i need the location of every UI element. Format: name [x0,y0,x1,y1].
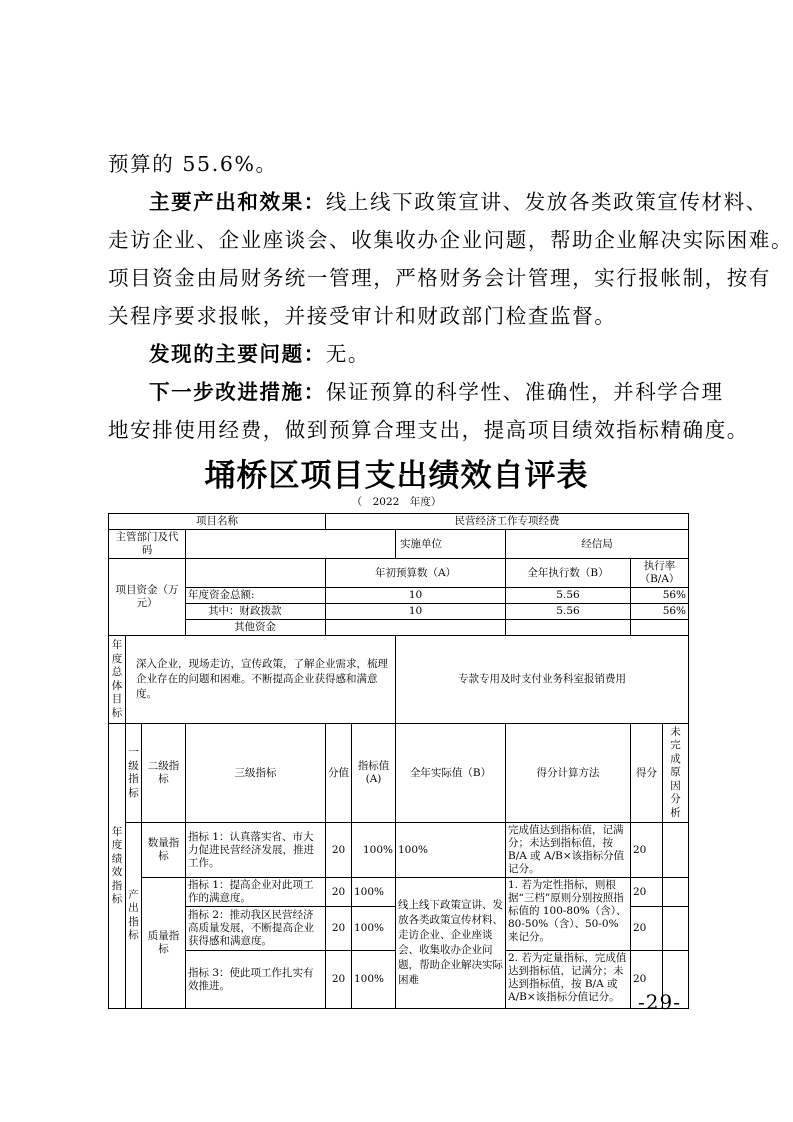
paragraph-improvements [108,373,749,449]
form-title: 埇桥区项目支出绩效自评表 [204,458,589,494]
table-row [109,636,689,724]
ind1-target: 100% [352,823,396,878]
ind3-score: 20 [631,907,663,951]
table-row [109,530,689,559]
outputs-text-line4: 关程序要求报帐，并接受审计和财政部门检查监督。 [108,304,617,328]
ind4-weight: 20 [326,951,352,1009]
level2-header: 二级指标 [142,724,186,823]
ind1-weight: 20 [326,823,352,878]
ind1-actual: 100% [396,823,506,878]
row-fiscal-label: 其中：财政拨款 [186,604,326,620]
row-other-budget [326,620,506,636]
table-row [109,588,689,604]
outputs-text-line3: 项目资金由局财务统一管理，严格财务会计管理，实行报帐制，按有 [108,266,771,290]
outputs-text-line2: 走访企业、企业座谈会、收集收办企业问题，帮助企业解决实际困难。 [108,228,793,252]
annual-goal-label: 年度总体目标 [111,639,123,719]
outputs-text-line1: 线上线下政策宣讲、发放各类政策宣传材料、 [325,190,768,214]
row-other-rate [631,620,689,636]
table-row [109,620,689,636]
paragraph-outputs [108,183,793,335]
problems-heading: 发现的主要问题： [149,342,326,366]
ind1-name: 指标 1：认真落实省、市大力促进民营经济发展，推进工作。 [186,823,326,878]
row-total-exec: 5.56 [506,588,631,604]
ind4-target: 100% [352,951,396,1009]
ind2-weight: 20 [326,878,352,907]
col-exec-header: 全年执行数（B） [506,559,631,588]
problems-text: 无。 [325,342,371,366]
level1-header: 一级指标 [128,746,139,799]
project-name-value: 民营经济工作专项经费 [326,514,689,530]
quality-label: 质量指标 [142,878,186,1009]
ind2-reason [663,878,689,907]
dept-label: 主管部门及代码 [109,530,186,559]
ind1-reason [663,823,689,878]
row-other-label: 其他资金 [186,620,326,636]
row-other-exec [506,620,631,636]
col-budget-header: 年初预算数（A） [326,559,506,588]
budget-ratio-text: 预算的 55.6%。 [108,152,278,176]
reason-header: 未完成原因分析 [670,725,681,819]
performance-self-evaluation-table [108,513,689,1009]
row-fiscal-rate: 56% [631,604,689,620]
paragraph-budget-ratio [108,145,693,183]
ind2-target: 100% [352,878,396,907]
improvements-heading: 下一步改进措施： [149,380,326,404]
ind4-score: 20 [631,951,663,1009]
actual-header: 全年实际值（B） [396,724,506,823]
impl-unit-value: 经信局 [506,530,689,559]
funds-label: 项目资金（万元） [109,559,186,636]
table-row [109,604,689,620]
score-header: 得分 [631,724,663,823]
table-row [109,823,689,878]
row-fiscal-exec: 5.56 [506,604,631,620]
ind3-target: 100% [352,907,396,951]
outputs-heading: 主要产出和效果： [149,190,326,214]
level3-header: 三级指标 [186,724,326,823]
impl-unit-label: 实施单位 [396,530,506,559]
quality-method-1: 1. 若为定性指标，则根据“三档”原则分别按照指标值的 100-80%（含）、80-50%（含）、50-0%来记分。 [506,878,631,951]
row-fiscal-budget: 10 [326,604,506,620]
ind2-score: 20 [631,878,663,907]
funds-header-blank [186,559,326,588]
reason-header-cell [663,724,689,823]
row-total-budget: 10 [326,588,506,604]
page-number: -29- [638,990,681,1014]
indicators-label: 年度绩效指标 [111,825,123,905]
dept-value [186,530,396,559]
project-name-label: 项目名称 [109,514,326,530]
output-label: 产出指标 [128,888,139,941]
method-header: 得分计算方法 [506,724,631,823]
indicators-label-cell [109,724,126,1009]
ind2-name: 指标 1：提高企业对此项工作的满意度。 [186,878,326,907]
ind3-name: 指标 2：推动我区民营经济高质量发展，不断提高企业获得感和满意度。 [186,907,326,951]
annual-goal-plan: 深入企业，现场走访，宣传政策，了解企业需求，梳理企业存在的问题和困难。不断提高企业获得感和满意度。 [126,636,396,724]
row-total-rate: 56% [631,588,689,604]
improvements-text-line2: 地安排使用经费，做到预算合理支出，提高项目绩效指标精确度。 [108,418,749,442]
ind1-score: 20 [631,823,663,878]
table-row [109,878,689,907]
annual-goal-label-cell [109,636,126,724]
target-header: 指标值(A) [352,724,396,823]
col-rate-header: 执行率（B/A） [631,559,689,588]
output-label-cell [126,823,142,1009]
quantity-label: 数量指标 [142,823,186,878]
level1-header-cell [126,724,142,823]
table-row [109,559,689,588]
weight-header: 分值 [326,724,352,823]
form-year: （ 2022 年度） [351,496,442,508]
paragraph-problems [108,335,693,373]
ind3-reason [663,907,689,951]
annual-goal-actual: 专款专用及时支付业务科室报销费用 [396,636,689,724]
ind1-method: 完成值达到指标值，记满分；未达到指标值，按 B/A 或 A/B×该指标分值记分。 [506,823,631,878]
table-row [109,514,689,530]
table-row [109,724,689,823]
quality-method-2: 2. 若为定量指标，完成值达到指标值，记满分；未达到指标值，按 B/A 或 A/B×该指标分值记分。 [506,951,631,1009]
quality-actual: 线上线下政策宣讲、发放各类政策宣传材料、走访企业、企业座谈会、收集收办企业问题，帮助企业解决实际困难 [396,878,506,1009]
row-total-label: 年度资金总额: [186,588,326,604]
improvements-text-line1: 保证预算的科学性、准确性，并科学合理 [325,380,724,404]
ind3-weight: 20 [326,907,352,951]
ind4-name: 指标 3：使此项工作扎实有效推进。 [186,951,326,1009]
